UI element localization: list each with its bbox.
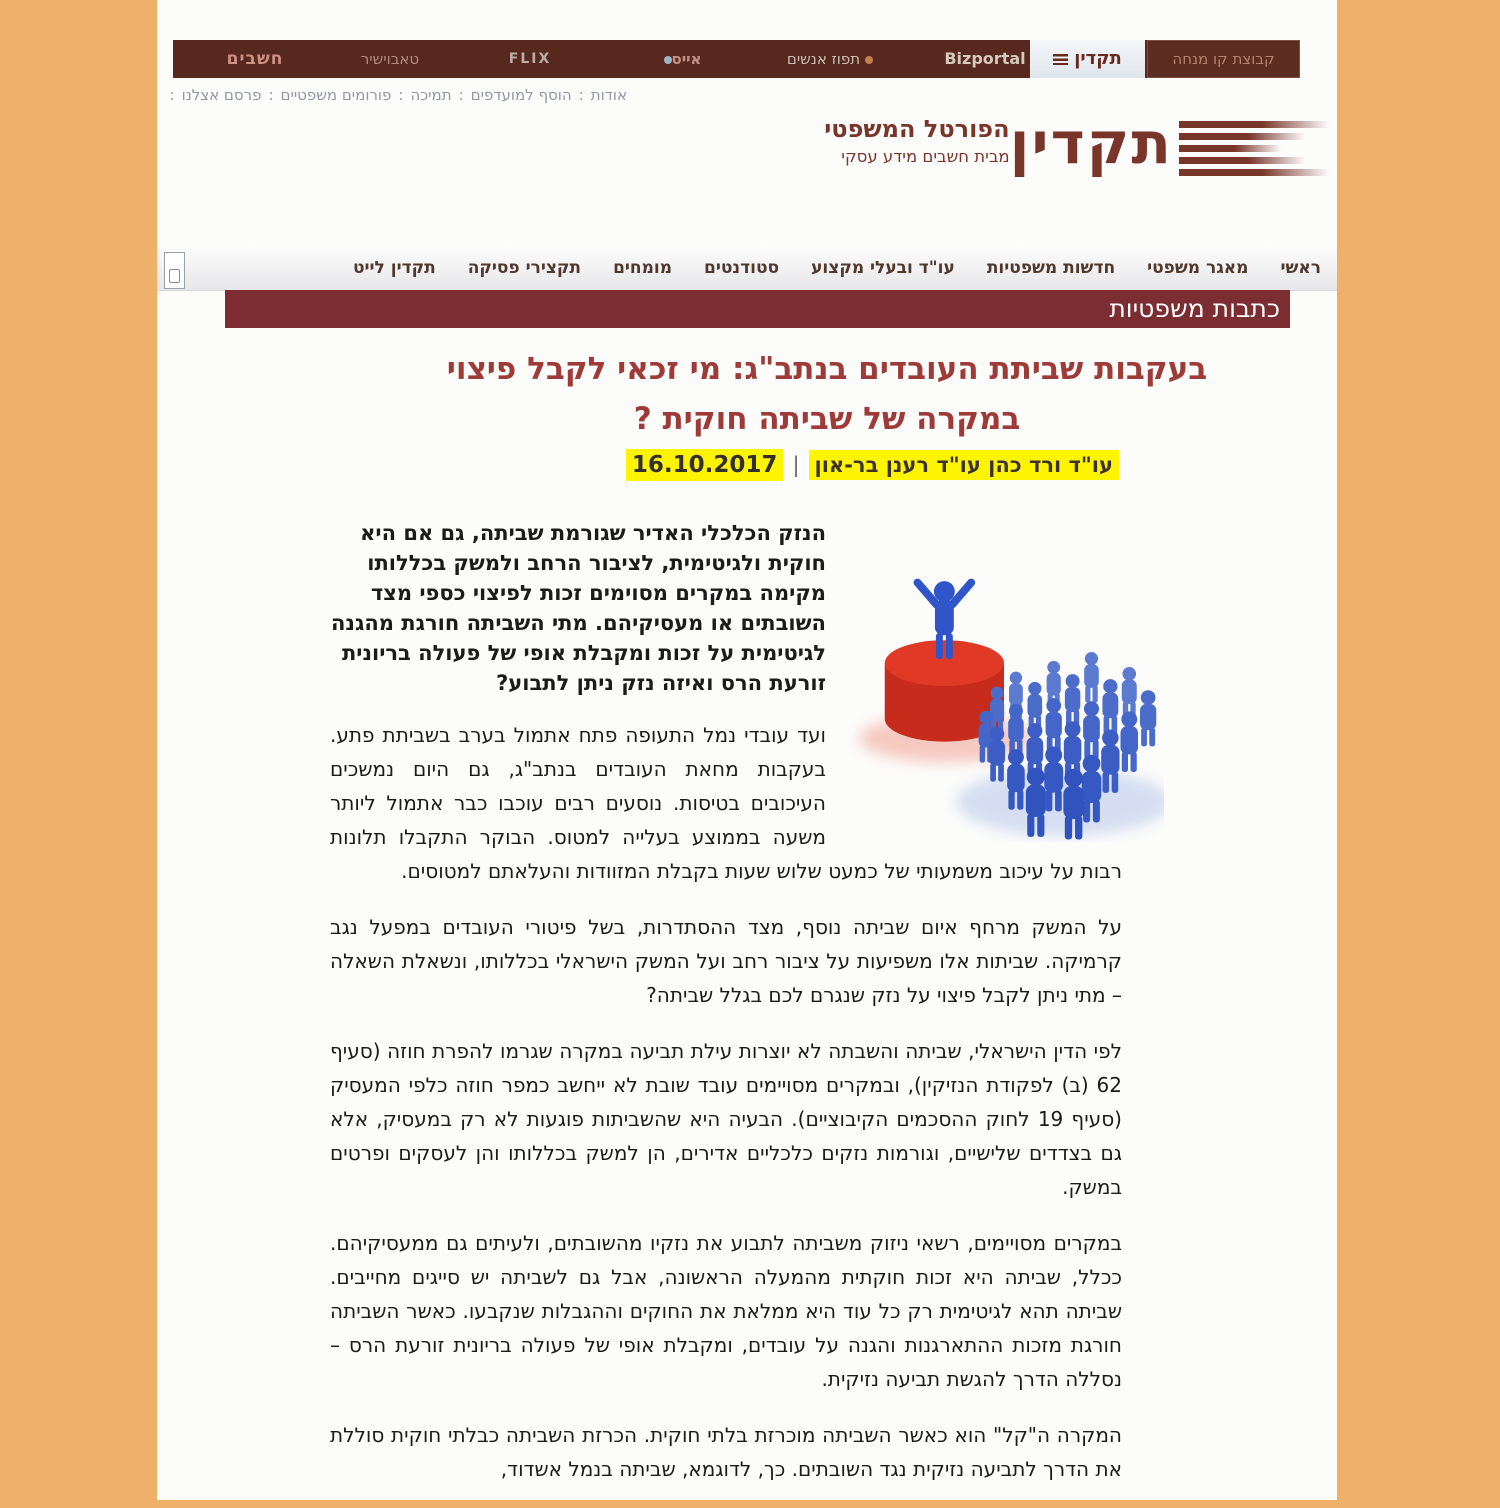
- topbar-brand-hashavim[interactable]: חשבים: [226, 49, 284, 69]
- nav-item-takdin-light[interactable]: תקדין לייט: [352, 257, 436, 278]
- nav-item-case-summaries[interactable]: תקצירי פסיקה: [467, 257, 582, 278]
- logo-speed-lines-icon: [1179, 118, 1329, 178]
- topbar-brand-flix[interactable]: FLIX: [508, 51, 552, 67]
- strike-illustration: [846, 512, 1164, 842]
- logo-tagline-hashavim: מבית חשבים מידע עסקי: [841, 147, 1010, 166]
- ice-icon: [664, 56, 672, 64]
- takdin-tab-label: תקדין: [1074, 48, 1122, 69]
- topbar: [173, 40, 1300, 78]
- section-bar-legal-articles: כתבות משפטיות: [225, 290, 1290, 328]
- article-title-line1: בעקבות שביתת העובדים בנתב"ג: מי זכאי לקבל פיצוי: [446, 351, 1208, 387]
- utility-link-add-favorites[interactable]: הוסף למועדפים: [470, 86, 572, 104]
- nav-item-students[interactable]: סטודנטים: [704, 257, 780, 278]
- topbar-brand-taboyashir[interactable]: טאבוישיר: [360, 50, 420, 68]
- topbar-brand-ice-label: אייס: [671, 50, 702, 68]
- article-title-line2: במקרה של שביתה חוקית ?: [633, 401, 1021, 437]
- utility-link-advertise[interactable]: פרסם אצלנו: [181, 86, 262, 104]
- logo-tagline-legal-portal: הפורטל המשפטי: [824, 115, 1010, 143]
- scanned-page: [157, 0, 1337, 1500]
- article-body: [330, 518, 1122, 1508]
- utility-separator: :: [268, 86, 274, 104]
- article-paragraph: במקרים מסויימים, רשאי ניזוק משביתה לתבוע את נזקיו מהשובתים, ולעיתים גם ממעסיקיהם. ככלל, שביתה היא זכות חוקתית מהמעלה הראשונה, אבל גם לשביתה יש סייגים מחייבים. שביתה תהא לגיטימית רק כל עוד היא ממלאת את החוקים וההגבלות שנקבעו. כאשר השביתה חורגת מזכות ההתארגנות והגנה על עובדים, ומקבלת אופי של פעולה בריונית זורעת הרס – נסללה הדרך להגשת תביעה נזיקית.: [330, 1231, 1122, 1391]
- article-byline: [626, 452, 1119, 478]
- nav-item-legal-news[interactable]: חדשות משפטיות: [986, 257, 1116, 278]
- topbar-brand-tapuz-label: תפוז אנשים: [786, 50, 861, 68]
- article-paragraph: ועד עובדי נמל התעופה פתח אתמול בערב בשביתת פתע. בעקבות מחאת העובדים בנתב"ג, גם היום נמשכים העיכובים בטיסות. נוסעים רבים עוכבו כבר אתמול ליותר משעה בממוצע בעלייה למטוס. הבוקר התקבלו תלונות רבות על עיכוב משמעותי של כמעט שלוש שעות בקבלת המזוודות והעלאתם למטוסים.: [330, 723, 1122, 883]
- nav-item-lawyers-professionals[interactable]: עו"ד ובעלי מקצוע: [811, 257, 955, 278]
- logo-taglines: [824, 114, 1009, 170]
- nav-item-experts[interactable]: מומחים: [613, 257, 673, 278]
- topbar-group-kav-mancheh[interactable]: קבוצת קו מנחה: [1147, 40, 1300, 78]
- byline-date: 16.10.2017: [626, 449, 784, 481]
- utility-separator: :: [398, 86, 404, 104]
- utility-link-about[interactable]: אודות: [590, 86, 627, 104]
- topbar-tab-takdin[interactable]: [1030, 40, 1145, 78]
- search-box-partial[interactable]: [164, 252, 185, 289]
- nav-item-home[interactable]: ראשי: [1280, 257, 1321, 278]
- utility-separator: :: [169, 86, 175, 104]
- nav-item-legal-database[interactable]: מאגר משפטי: [1147, 257, 1249, 278]
- site-logo[interactable]: [810, 104, 1329, 182]
- article-paragraph: המקרה ה"קל" הוא כאשר השביתה מוכרזת בלתי חוקית. הכרזת השביתה כבלתי חוקית סוללת את הדרך לתביעה נזיקית נגד השובתים. כך, לדוגמא, שביתה בנמל אשדוד,: [330, 1423, 1122, 1481]
- article-paragraph: לפי הדין הישראלי, שביתה והשבתה לא יוצרות עילת תביעה במקרה שגרמו להפרת חוזה (סעיף 62 (ב) לפקודת הנזיקין), ובמקרים מסויימים עובד שובת לא ייחשב כמפר חוזה כלפי המעסיק (סעיף 19 לחוק ההסכמים הקיבוציים). הבעיה היא שהשביתות פוגעות לא רק במעסיק, אלא גם בצדדים שלישיים, וגורמות נזקים כלכליים אדירים, הן למשק בכללותו והן לעסקים ופרטים במשק.: [330, 1039, 1122, 1199]
- byline-authors: עו"ד ורד כהן עו"ד רענן בר-און: [809, 450, 1119, 480]
- takdin-lines-icon: [1053, 54, 1068, 65]
- article-title: [317, 344, 1337, 444]
- tapuz-icon: [865, 56, 873, 64]
- utility-link-support[interactable]: תמיכה: [410, 86, 452, 104]
- article-lead-paragraph: הנזק הכלכלי האדיר שגורמת שביתה, גם אם היא חוקית ולגיטימית, לציבור הרחב ולמשק בכללותו מקימה במקרים מסוימים זכות לפיצוי כספי מצד השובתים או מעסיקיהם. מתי השביתה חורגת מהגנה לגיטימית על זכות ומקבלת אופי של פעולה בריונית זורעת הרס ואיזה נזק ניתן לתבוע?: [331, 521, 826, 695]
- utility-links-row: [165, 86, 627, 104]
- main-nav: [157, 245, 1337, 291]
- byline-separator: |: [792, 453, 800, 477]
- topbar-brand-tapuz-anashim[interactable]: [760, 40, 900, 78]
- topbar-brand-bizportal[interactable]: Bizportal: [944, 49, 1026, 68]
- utility-separator: :: [578, 86, 584, 104]
- utility-separator: :: [458, 86, 464, 104]
- topbar-brand-ice[interactable]: [640, 40, 720, 78]
- article-paragraph: על המשק מרחף איום שביתה נוסף, מצד ההסתדרות, בשל פיטורי העובדים במפעל נגב קרמיקה. שביתות אלו משפיעות על ציבור רחב ועל המשק הישראלי בכללותו, ונשאלת השאלה – מתי ניתן לקבל פיצוי על נזק שנגרם לכם בגלל שביתה?: [330, 915, 1122, 1007]
- logo-wordmark: תקדין: [1009, 109, 1173, 177]
- utility-link-legal-forums[interactable]: פורומים משפטיים: [280, 86, 392, 104]
